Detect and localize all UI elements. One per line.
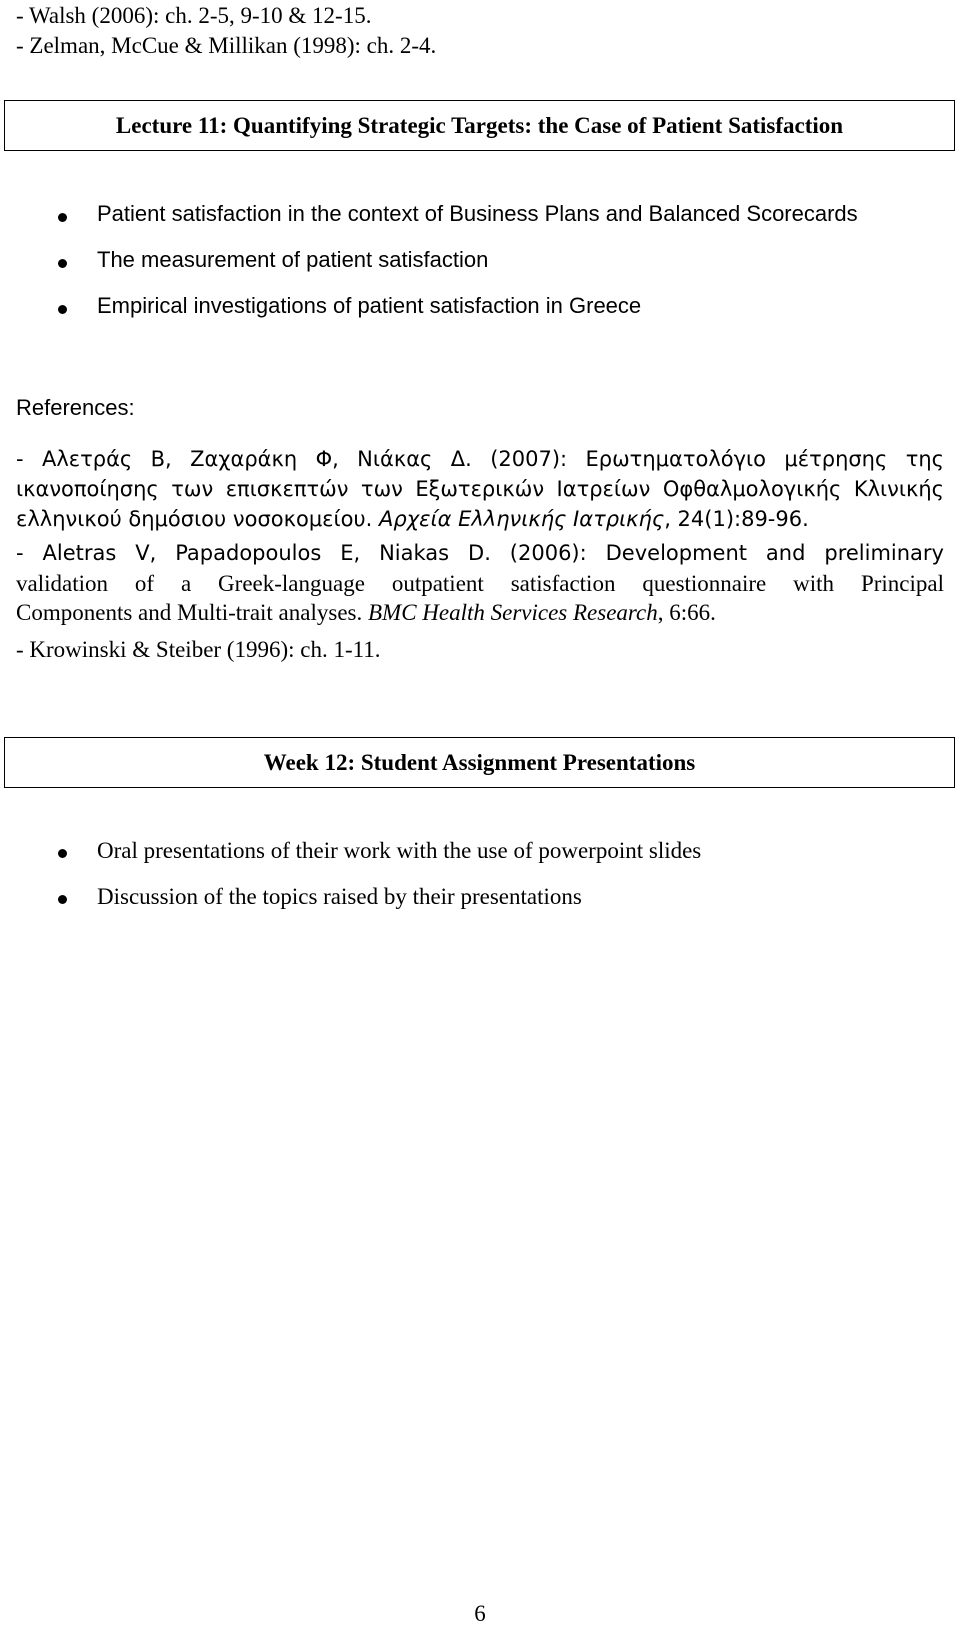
bullet-text: The measurement of patient satisfaction [97,247,489,272]
bullet-icon [58,213,67,222]
week-12-title: Week 12: Student Assignment Presentations [263,749,696,775]
bullet-text: Discussion of the topics raised by their presentations [97,884,582,909]
bullet-text: Empirical investigations of patient satisfaction in Greece [97,293,642,318]
lecture-11-header-box [4,100,955,151]
ref-2-journal: BMC Health Services Research [367,600,658,625]
bullet-icon [58,895,67,904]
ref-2-line-1: - Aletras V, Papadopoulos E, Niakas D. (2006): Development and preliminary [16,541,944,565]
ref-1-text: ελληνικού δημόσιου νοσοκομείου. [16,507,379,531]
bullet-text: Oral presentations of their work with the use of powerpoint slides [97,838,702,863]
prior-ref-walsh: - Walsh (2006): ch. 2-5, 9-10 & 12-15. [16,3,372,28]
ref-1-line-3 [16,509,809,530]
references-label: References: [16,395,135,420]
bullet-icon [58,305,67,314]
bullet-icon [58,849,67,858]
ref-2-volume: , 6:66. [657,600,716,625]
ref-1-line-2: ικανοποίησης των επισκεπτών των Εξωτερικών Ιατρείων Οφθαλμολογικής Κλινικής [16,477,944,501]
ref-1-line-1: - Αλετράς Β, Ζαχαράκη Φ, Νιάκας Δ. (2007): Ερωτηματολόγιο μέτρησης της [16,447,944,471]
week-12-header-box [4,737,955,788]
page-number: 6 [474,1601,486,1626]
ref-2-line-2: validation of a Greek-language outpatient satisfaction questionnaire with Principal [16,571,944,596]
bullet-icon [58,259,67,268]
prior-ref-zelman: - Zelman, McCue & Millikan (1998): ch. 2-4. [16,33,437,58]
bullet-text: Patient satisfaction in the context of Business Plans and Balanced Scorecards [97,201,858,226]
lecture-11-title: Lecture 11: Quantifying Strategic Targets: the Case of Patient Satisfaction [115,112,844,138]
ref-1-volume: , 24(1):89-96. [664,507,809,531]
ref-1-journal: Αρχεία Ελληνικής Ιατρικής [379,507,665,531]
ref-2-text: Components and Multi-trait analyses. [16,600,368,625]
ref-2-line-3 [16,601,716,624]
ref-3: - Krowinski & Steiber (1996): ch. 1-11. [16,637,381,662]
